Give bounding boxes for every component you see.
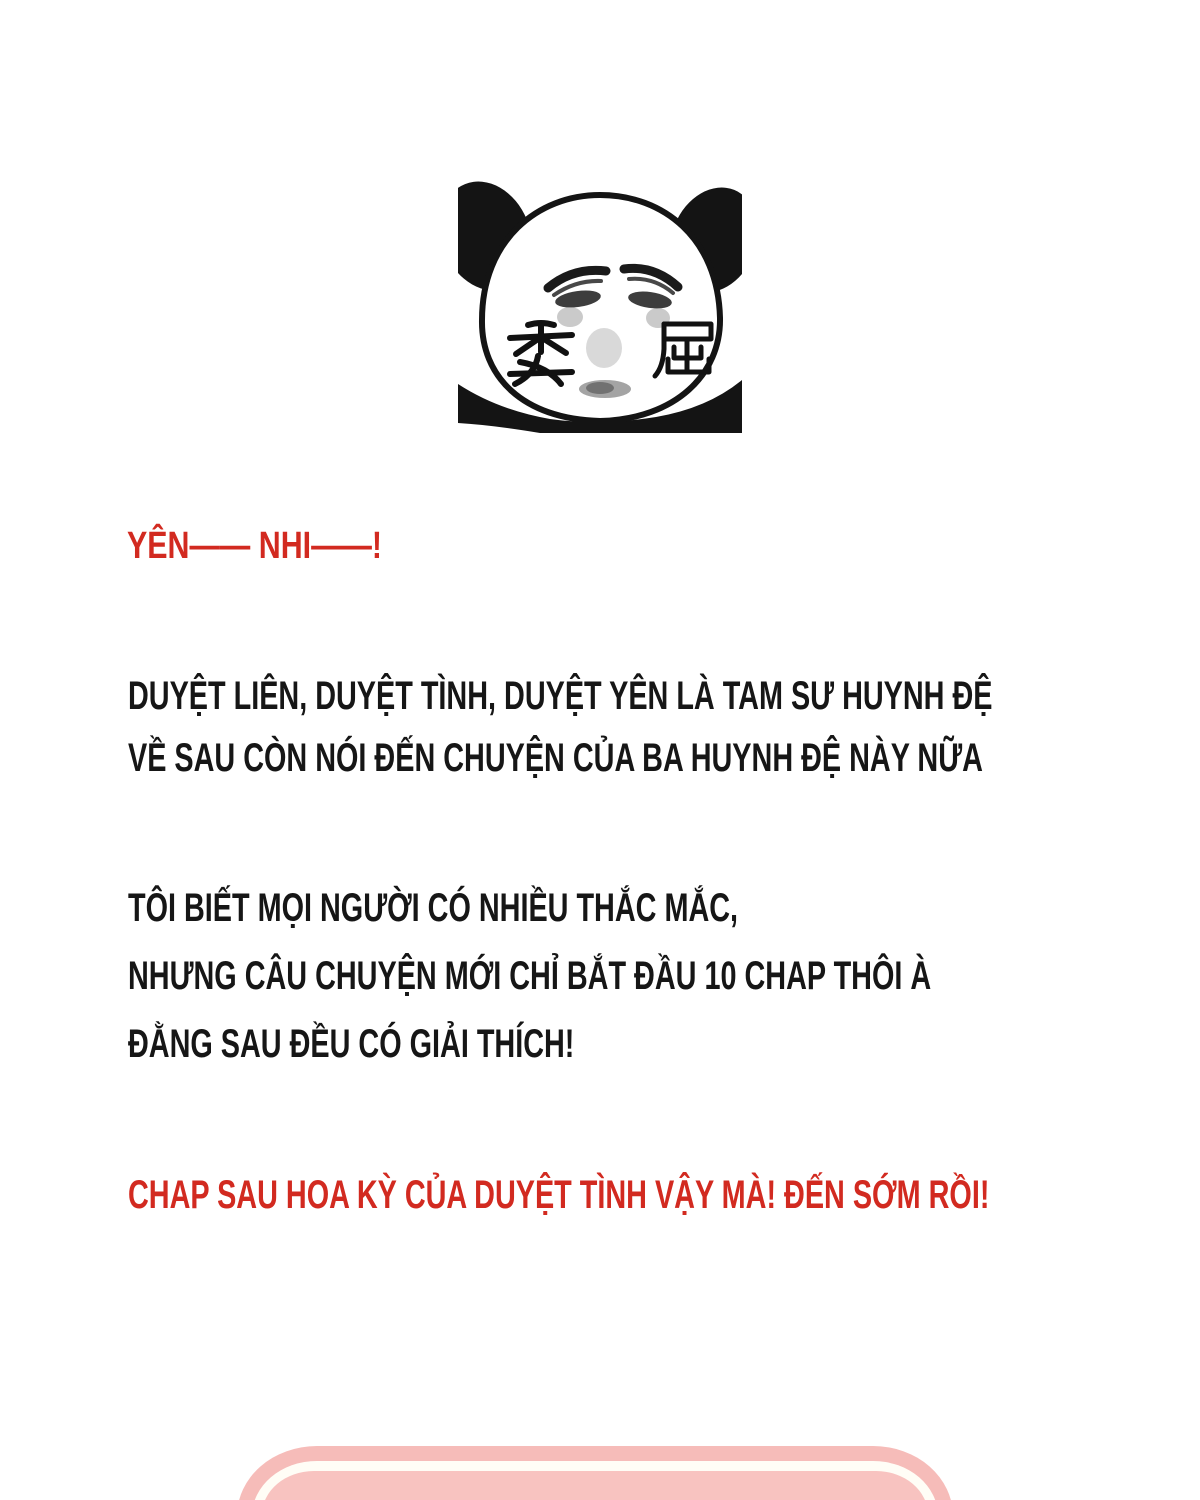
next-panel-fill [262,1471,928,1500]
next-panel-top-edge [237,1446,953,1500]
note-line-3: TÔI BIẾT MỌI NGƯỜI CÓ NHIỀU THẮC MẮC, [128,886,739,930]
panda-meme-image [458,178,742,433]
teaser-text: CHAP SAU HOA KỲ CỦA DUYỆT TÌNH VẬY MÀ! ĐẾN SỚM RỒI! [128,1173,990,1217]
shout-text: YÊN—— NHI——! [127,525,383,567]
note-line-4: NHƯNG CÂU CHUYỆN MỚI CHỈ BẮT ĐẦU 10 CHAP THÔI À [128,954,932,998]
note-line-2: VỀ SAU CÒN NÓI ĐẾN CHUYỆN CỦA BA HUYNH ĐỆ NÀY NỮA [128,736,983,780]
panda-nose-shadow [586,328,622,368]
note-line-1: DUYỆT LIÊN, DUYỆT TÌNH, DUYỆT YÊN LÀ TAM SƯ HUYNH ĐỆ [128,674,993,718]
note-line-5: ĐẰNG SAU ĐỀU CÓ GIẢI THÍCH! [128,1022,575,1066]
